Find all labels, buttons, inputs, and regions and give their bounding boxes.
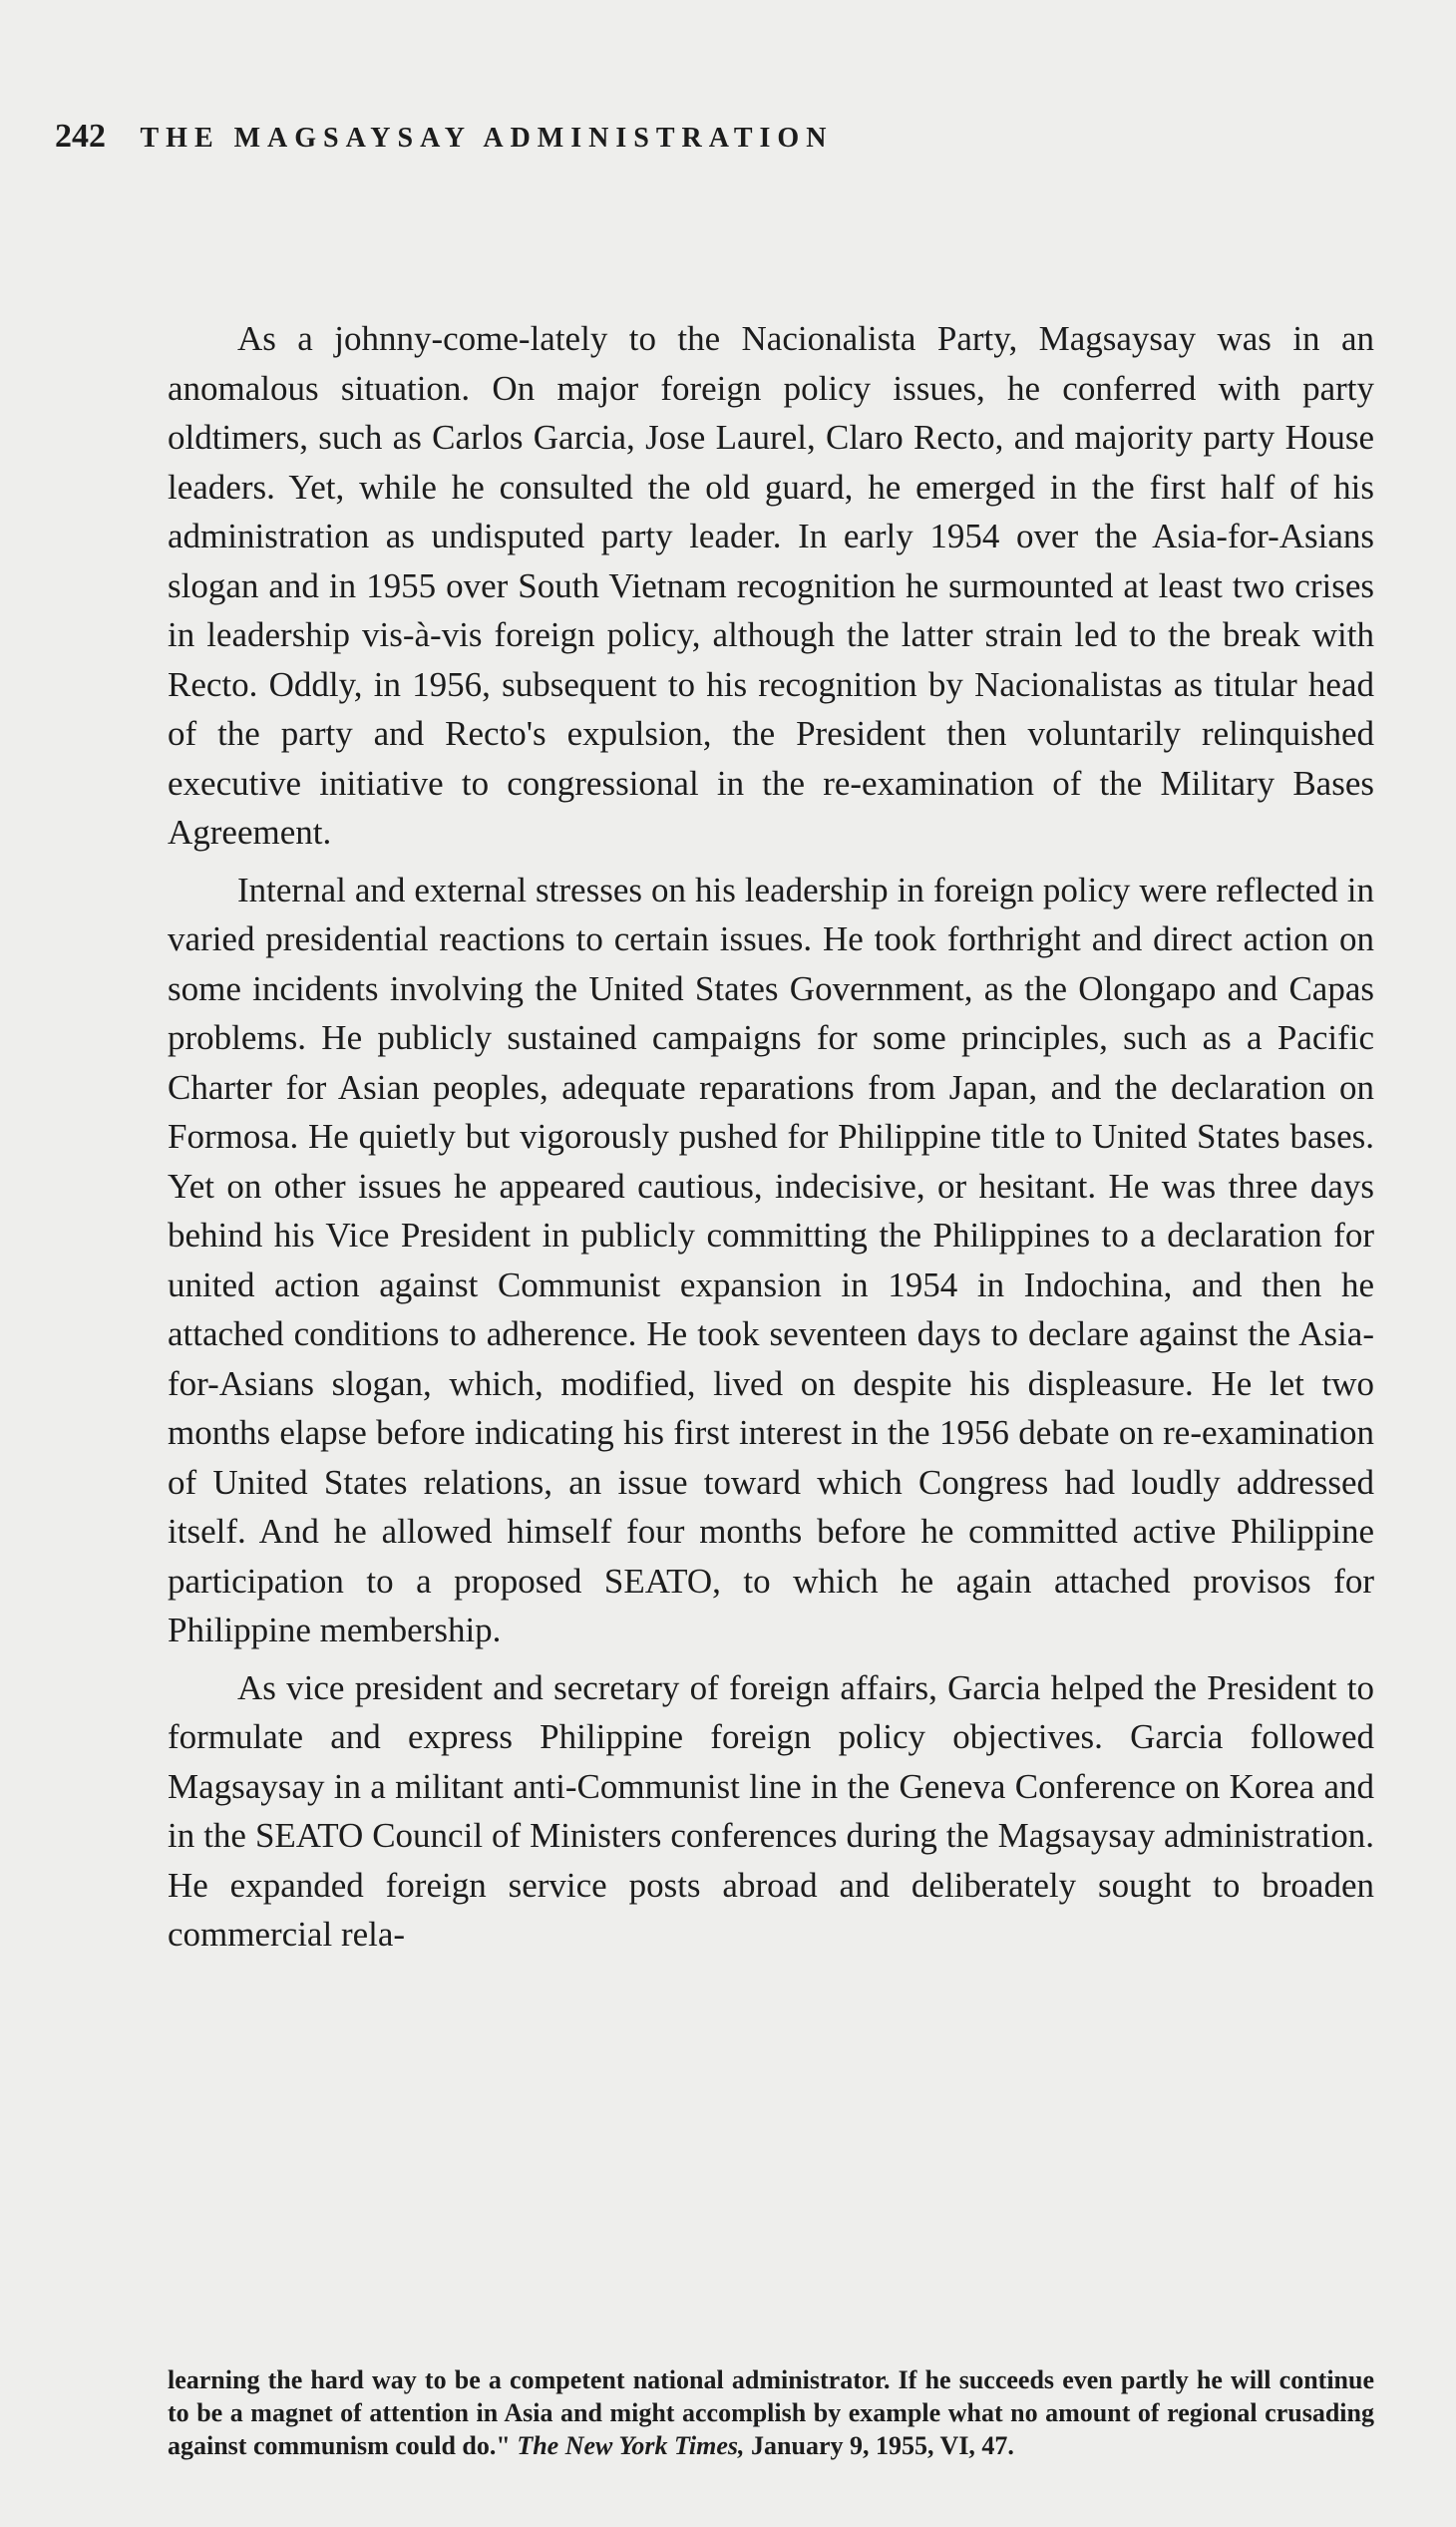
footnote: [168, 2363, 1374, 2462]
page-number: 242: [55, 118, 106, 155]
footnote-paragraph: [168, 2363, 1374, 2462]
paragraph: As a johnny-come-lately to the Nacionalista Party, Magsaysay was in an anomalous situation. On major foreign policy issues, he conferred with party oldtimers, such as Carlos Garcia, Jose Laurel, Claro Recto, and majority party House leaders. Yet, while he consulted the old guard, he emerged in the first half of his administration as undisputed party leader. In early 1954 over the Asia-for-Asians slogan and in 1955 over South Vietnam recognition he surmounted at least two crises in leadership vis-à-vis foreign policy, although the latter strain led to the break with Recto. Oddly, in 1956, subsequent to his recognition by Nacionalistas as titular head of the party and Recto's expulsion, the President then voluntarily relinquished executive initiative to congressional in the re-examination of the Military Bases Agreement.: [168, 319, 1374, 852]
running-title: THE MAGSAYSAY ADMINISTRATION: [140, 123, 834, 154]
footnote-citation: January 9, 1955, VI, 47.: [751, 2431, 1014, 2460]
running-head: [55, 118, 833, 156]
paragraph: As vice president and secretary of foreign affairs, Garcia helped the President to formulate and express Philippine foreign policy objectives. Garcia followed Magsaysay in a militant anti-Communist line in the Geneva Conference on Korea and in the SEATO Council of Ministers conferences during the Magsaysay administration. He expanded foreign service posts abroad and deliberately sought to broaden commercial rela-: [168, 1667, 1374, 1954]
footnote-publication: The New York Times,: [517, 2431, 745, 2460]
main-text: [168, 314, 1374, 1968]
footnote-text: learning the hard way to be a competent national administrator. If he succeeds even partly he will continue to be a magnet of attention in Asia and might accomplish by example what no amount of regional crusading against communism could do.": [168, 2365, 1374, 2460]
paragraph: Internal and external stresses on his leadership in foreign policy were reflected in varied presidential reactions to certain issues. He took forthright and direct action on some incidents involving the United States Government, as the Olongapo and Capas problems. He publicly sustained campaigns for some principles, such as a Pacific Charter for Asian peoples, adequate reparations from Japan, and the declaration on Formosa. He quietly but vigorously pushed for Philippine title to United States bases. Yet on other issues he appeared cautious, indecisive, or hesitant. He was three days behind his Vice President in publicly committing the Philippines to a declaration for united action against Communist expansion in 1954 in Indochina, and then he attached conditions to adherence. He took seventeen days to declare against the Asia-for-Asians slogan, which, modified, lived on despite his displeasure. He let two months elapse before indicating his first interest in the 1956 debate on re-examination of United States relations, an issue toward which Congress had loudly addressed itself. And he allowed himself four months before he committed active Philippine participation to a proposed SEATO, to which he again attached provisos for Philippine membership.: [168, 870, 1374, 1649]
